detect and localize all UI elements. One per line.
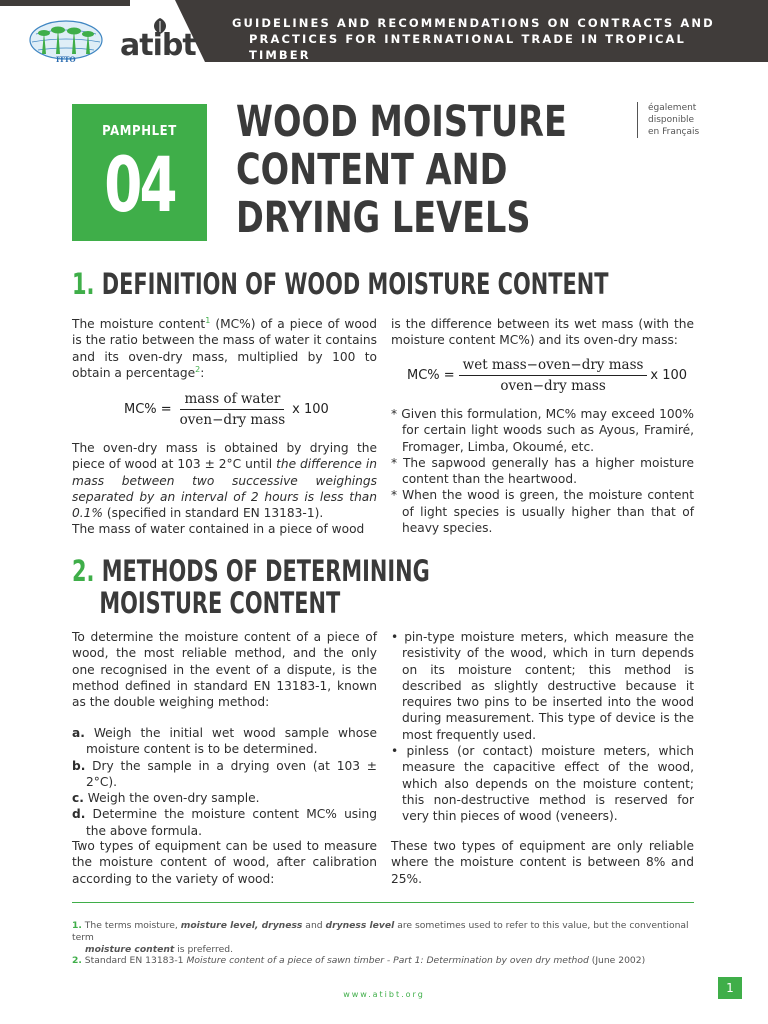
section1-notes: [391, 406, 694, 536]
section2-col1-intro: [72, 629, 377, 710]
text-run-bold: dryness level: [325, 920, 395, 931]
pamphlet-badge: [72, 104, 207, 241]
french-note-line1: également: [648, 103, 697, 113]
text-run: Standard EN 13183-1: [81, 955, 187, 967]
section2-intro: To determine the moisture content of a piece of wood, the most reliable method, and the only one recognised in the event of a dispute, is the method defined in standard EN 13183-1, known as the double weighing method:: [72, 630, 377, 710]
equipment-list: [391, 629, 694, 825]
step-text: Weigh the oven-dry sample.: [83, 791, 260, 806]
formula-fraction: [176, 391, 289, 428]
step-text: Weigh the initial wet wood sample whose moisture content is to be determined.: [84, 726, 377, 757]
section1-heading: [72, 268, 608, 300]
step-letter: a.: [72, 726, 85, 740]
equipment-item: • pin-type moisture meters, which measure the resistivity of the wood, which in turn depends on its moisture content; this method is described as slightly destructive because it requires two pins to be inserted into the wood during measurement. This type of device is the most frequently used.: [391, 630, 694, 742]
page-title-line2: CONTENT AND: [236, 145, 508, 195]
section2-number: 2.: [72, 554, 95, 588]
formula-fraction: [459, 357, 648, 394]
itto-logo-text: ITTO: [56, 55, 76, 64]
step-text: Dry the sample in a drying oven (at 103 ± 2°C).: [85, 758, 377, 789]
formula-mc-basic: [124, 391, 329, 428]
section2-title-line2: MOISTURE CONTENT: [99, 586, 341, 620]
footnote-ref-1: 1: [205, 315, 211, 325]
section2-col2-outro: [391, 838, 694, 887]
text-run: (June 2002): [588, 955, 646, 967]
text-run: (specified in standard EN 13183-1).: [102, 506, 324, 521]
pamphlet-number: 04: [104, 140, 175, 229]
step-letter: b.: [72, 758, 86, 773]
footnotes: [72, 920, 702, 967]
section2-title-line1: METHODS OF DETERMINING: [101, 554, 430, 588]
text-run-bold: moisture level, dryness: [180, 920, 303, 931]
equipment-item: • pinless (or contact) moisture meters, which measure the capacitive effect of the wood, which also depends on the moisture content; this non-destructive method is reserved for very thin pieces of wood (veneers).: [391, 744, 694, 824]
header-title-line2: PRACTICES FOR INTERNATIONAL TRADE IN TROPICAL TIMBER: [249, 32, 686, 62]
footnote-number: 1.: [72, 920, 82, 931]
note-item: * Given this formulation, MC% may exceed 100% for certain light woods such as Ayous, Framiré, Fromager, Limba, Okoumé, etc.: [391, 407, 694, 454]
text-run: :: [200, 365, 205, 380]
step-item: [72, 806, 377, 839]
page-title: [236, 97, 567, 243]
text-run: The oven-dry mass is obtained by drying the piece of wood at 103 ± 2°C until: [72, 441, 377, 472]
pamphlet-label: PAMPHLET: [102, 124, 177, 139]
french-version-note: [637, 102, 699, 138]
header-title-line1: GUIDELINES AND RECOMMENDATIONS ON CONTRACTS AND: [232, 16, 715, 30]
formula-lhs: MC% =: [407, 368, 455, 383]
footnote-2: [72, 955, 702, 967]
text-run-italic: Moisture content of a piece of sawn timber - Part 1: Determination by oven dry method: [186, 955, 589, 967]
formula-denominator: oven−dry mass: [500, 378, 606, 394]
section1-col2-body: is the difference between its wet mass (with the moisture content MC%) and its oven-dry mass:: [391, 317, 694, 348]
page-title-line3: DRYING LEVELS: [236, 193, 531, 243]
text-run: and: [302, 920, 326, 931]
header-title: [232, 15, 752, 63]
reliability-note: These two types of equipment are only reliable where the moisture content is between 8% and 25%.: [391, 839, 694, 886]
footnote-1: [72, 920, 702, 944]
footnote-divider: [72, 902, 694, 903]
step-letter: c.: [72, 791, 84, 806]
text-run: (MC%) of a piece of wood is the ratio between the mass of water it contains and its oven-dry mass, multiplied by 100 to obtain a percentage: [72, 317, 377, 380]
section2-heading: [72, 555, 430, 619]
section1-number: 1.: [72, 267, 95, 301]
text-run-italic: the difference in mass between two successive weighings separated by an interval of 2 hours is less than 0.1%: [72, 457, 377, 521]
section2-col1-outro: [72, 838, 377, 887]
step-item: [72, 790, 377, 806]
atibt-logo: atibt: [120, 28, 196, 63]
formula-numerator: wet mass−oven−dry mass: [459, 357, 648, 376]
step-letter: d.: [72, 807, 86, 822]
section1-col1-continuation: The mass of water contained in a piece of wood: [72, 522, 365, 536]
text-run: is preferred.: [174, 943, 233, 955]
formula-rhs: x 100: [292, 402, 329, 417]
formula-lhs: MC% =: [124, 402, 172, 417]
step-item: [72, 725, 377, 758]
section1-title: DEFINITION OF WOOD MOISTURE CONTENT: [101, 267, 609, 301]
website-link[interactable]: www.atibt.org: [343, 990, 425, 999]
text-run: The moisture content: [72, 317, 206, 331]
formula-numerator: mass of water: [180, 391, 284, 410]
text-run-bold: moisture content: [85, 943, 175, 955]
step-text: Determine the moisture content MC% using the above formula.: [85, 807, 377, 838]
formula-mc-full: [407, 357, 687, 394]
text-run: The terms moisture,: [81, 920, 181, 931]
footnote-number: 2.: [72, 955, 82, 967]
note-item: * The sapwood generally has a higher moisture content than the heartwood.: [391, 455, 694, 487]
french-note-line2: disponible: [648, 115, 695, 125]
page-title-line1: WOOD MOISTURE: [236, 97, 567, 147]
footnote-ref-2: 2: [195, 364, 201, 374]
note-item: * When the wood is green, the moisture content of light species is usually higher than that of heavy species.: [391, 488, 694, 536]
page-number: 1: [718, 977, 742, 999]
step-item: [72, 758, 377, 791]
formula-rhs: x 100: [650, 368, 688, 383]
footnote-1-cont: [72, 944, 702, 956]
formula-denominator: oven−dry mass: [179, 412, 286, 428]
text-run: are sometimes used to refer to this value, but the conventional term: [72, 920, 689, 943]
section1-col1-body: [72, 440, 377, 521]
double-weighing-steps: [72, 725, 377, 839]
equipment-intro: Two types of equipment can be used to measure the moisture content of wood, after calibration according to the variety of wood:: [72, 839, 377, 886]
section1-col1-intro: [72, 316, 377, 381]
french-note-line3: en Français: [648, 127, 700, 137]
header-top-rule: [0, 0, 130, 6]
